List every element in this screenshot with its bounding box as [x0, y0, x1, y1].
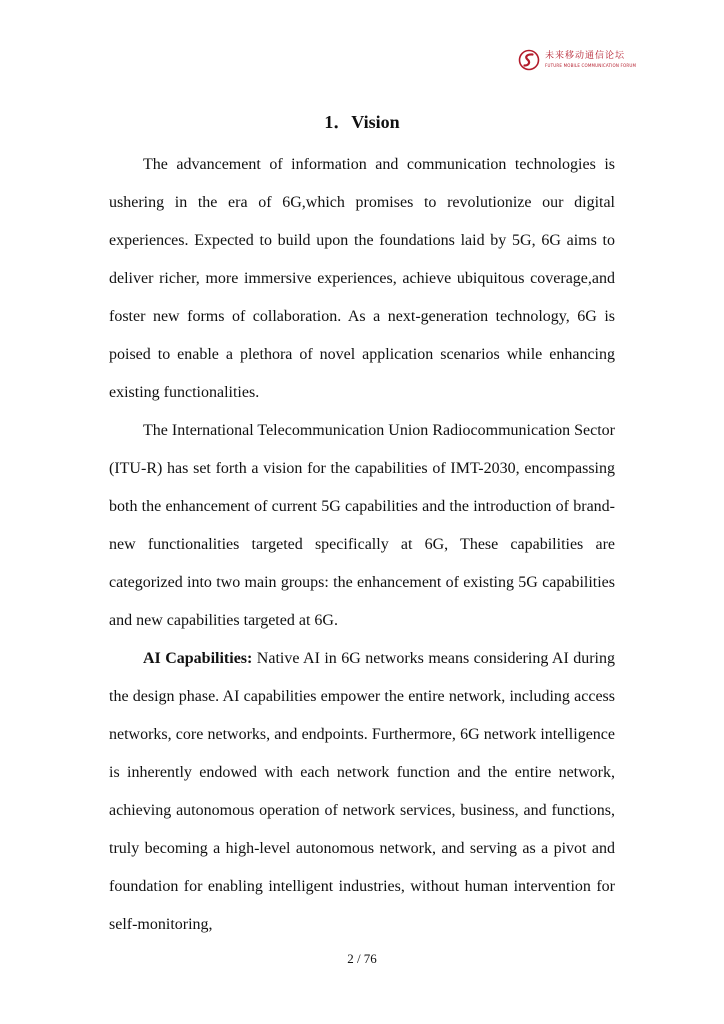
- paragraph-ai-capabilities: [109, 640, 615, 944]
- section-title: 1．Vision: [324, 112, 400, 132]
- paragraph-intro: [109, 146, 615, 412]
- logo-chinese-text: 未来移动通信论坛: [545, 51, 626, 61]
- paragraph-text: The advancement of information and communication technologies is ushering in the era of 6G,which promises to revolutionize our digital experiences. Expected to build upon the foundations laid by 5G, 6G aims to deliver richer, more immersive experiences, achieve ubiquitous coverage,and foster new forms of collaboration. As a next-generation technology, 6G is poised to enable a plethora of novel application scenarios while enhancing existing functionalities.: [109, 156, 615, 401]
- paragraph-lead-heading: AI Capabilities:: [143, 650, 253, 667]
- logo-english-text: FUTURE MOBILE COMMUNICATION FORUM: [545, 63, 637, 68]
- forum-logo: [518, 49, 638, 73]
- forum-logo-icon: [518, 49, 540, 71]
- paragraph-itu-r: [109, 412, 615, 640]
- page-number: 2 / 76: [347, 951, 377, 966]
- paragraph-text: Native AI in 6G networks means considering AI during the design phase. AI capabilities empower the entire network, including access networks, core networks, and endpoints. Furthermore, 6G network intelligence is inherently endowed with each network function and the entire network, achieving autonomous operation of network services, business, and functions, truly becoming a high-level autonomous network, and serving as a pivot and foundation for enabling intelligent industries, without human intervention for self-monitoring,: [109, 650, 615, 933]
- body-text: [109, 146, 615, 944]
- paragraph-text: The International Telecommunication Union Radiocommunication Sector (ITU-R) has set forth a vision for the capabilities of IMT-2030, encompassing both the enhancement of current 5G capabilities and the introduction of brand-new functionalities targeted specifically at 6G, These capabilities are categorized into two main groups: the enhancement of existing 5G capabilities and new capabilities targeted at 6G.: [109, 422, 615, 629]
